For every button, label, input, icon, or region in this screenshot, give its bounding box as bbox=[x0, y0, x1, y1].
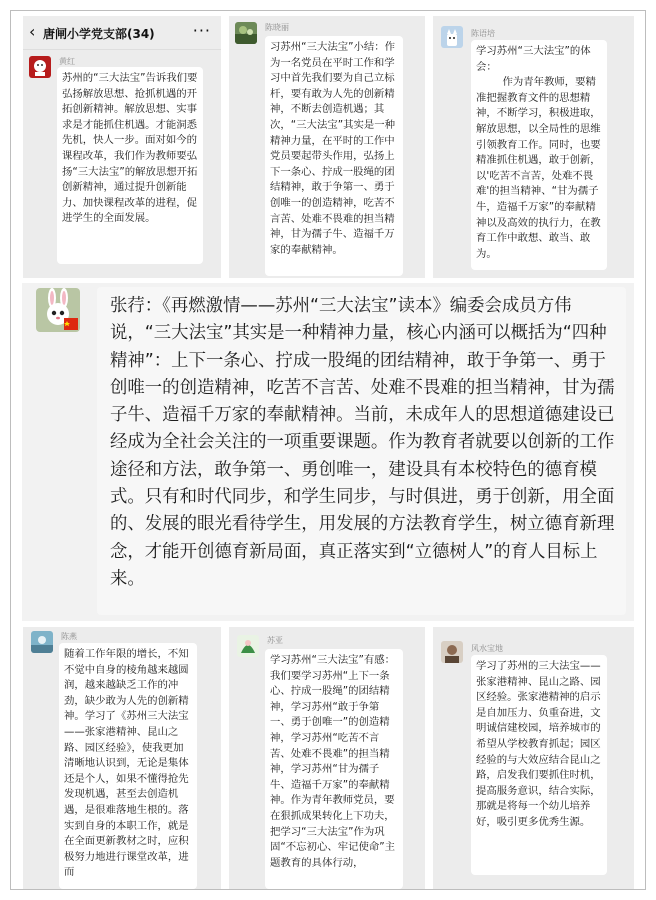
message-text: 张荇：《再燃激情——苏州“三大法宝”读本》编委会成员方伟说，“三大法宝”其实是一种精神力量，核心内涵可以概括为“四种精神”：上下一条心、拧成一股绳的团结精神，敢于争第一、勇于创唯一的创造精神，吃苦不言苦、处难不畏难的担当精神，甘为孺子牛、造福千万家的奉献精神。当前，未成年人的思想道德建设已经成为全社会关注的一项重要课题。作为教育者就要以创新的工作途径和方法，敢争第一、勇创唯一，建设具有本校特色的德育模式。只有和时代同步，和学生同步，与时俱进，勇于创新，用全面的、发展的眼光看待学生，用发展的方法教育学生，树立德育新理念，才能开创德育新局面，真正落实到“立德树人”的育人目标上来。 bbox=[110, 296, 615, 589]
message-bubble[interactable] bbox=[59, 643, 197, 889]
message-text: 学习苏州“三大法宝”的体会： 作为青年教师，要精准把握教育文件的思想精神，不断学习，积极进取，解放思想，以全局性的思维引领教育工作。同时，也要精准抓住机遇，敢于创新，以'吃苦不言苦，处难不畏难'的担当精神、“甘为孺子牛，造福千万家”的奉献精神以及高效的执行力，在教育工作中敢想、敢当、敢为。 bbox=[476, 45, 601, 260]
chat-panel-6 bbox=[433, 627, 634, 889]
avatar-icon[interactable] bbox=[36, 288, 80, 332]
message-bubble[interactable] bbox=[57, 67, 203, 264]
chat-panel-2 bbox=[229, 16, 425, 278]
chat-panel-featured bbox=[22, 283, 634, 621]
chevron-left-icon[interactable]: ‹ bbox=[29, 22, 36, 41]
message-bubble[interactable] bbox=[97, 287, 626, 615]
avatar-icon[interactable] bbox=[29, 56, 51, 78]
avatar-icon[interactable] bbox=[235, 22, 257, 44]
chat-panel-3 bbox=[433, 16, 634, 278]
message-bubble[interactable] bbox=[265, 649, 403, 889]
more-dots-icon[interactable]: ··· bbox=[192, 21, 211, 40]
message-bubble[interactable] bbox=[471, 655, 607, 875]
avatar-icon[interactable] bbox=[31, 631, 53, 653]
chat-header bbox=[23, 16, 221, 50]
avatar-icon[interactable] bbox=[237, 635, 259, 657]
chat-panel-5 bbox=[229, 627, 425, 889]
sender-name: 风水宝地 bbox=[471, 644, 503, 653]
sender-name: 陈晓丽 bbox=[265, 23, 289, 32]
avatar-icon[interactable] bbox=[441, 641, 463, 663]
message-text: 习苏州“三大法宝”小结：作为一名党员在平时工作和学习中首先我们要为自己立标杆，要有敢为人先的创新精神，不断去创造机遇；其次，“三大法宝”其实是一种精神力量，在平时的工作中党员要起带头作用，弘扬上下一条心、拧成一股绳的团结精神，敢于争第一、勇于创唯一的创造精神，吃苦不言苦、处难不畏难的担当精神，甘为孺子牛、造福千万家的奉献精神。 bbox=[270, 41, 396, 256]
sender-name: 陈语培 bbox=[471, 29, 495, 38]
message-bubble[interactable] bbox=[265, 36, 403, 276]
sender-name: 陈燕 bbox=[61, 632, 77, 641]
sender-name: 黄红 bbox=[59, 57, 75, 66]
message-text: 苏州的“三大法宝”告诉我们要弘扬解放思想、抢抓机遇的开拓创新精神。解放思想、实事求是才能抓住机遇。才能洞悉先机，快人一步。面对如今的课程改革，我们作为教师要弘扬“三大法宝”的解放思想开拓创新精神，通过提升创新能力、加快课程改革的进程，促进学生的全面发展。 bbox=[62, 72, 198, 225]
chat-title: 唐闸小学党支部(34) bbox=[43, 27, 155, 41]
message-text: 学习苏州“三大法宝”有感：我们要学习苏州“上下一条心、拧成一股绳”的团结精神，学习苏州“敢于争第一、勇于创唯一”的创造精神，学习苏州“吃苦不言苦、处难不畏难”的担当精神，学习苏州“甘为孺子牛、造福千万家”的奉献精神。作为青年教师党员，要在狠抓成果转化上下功夫，把学习“三大法宝”作为巩固“不忘初心、牢记使命”主题教育的具体行动， bbox=[270, 654, 396, 869]
message-text: 随着工作年限的增长，不知不觉中自身的棱角越来越圆润，越来越缺乏工作的冲劲，缺少敢为人先的创新精神。学习了《苏州三大法宝——张家港精神、昆山之路、园区经验》，使我更加清晰地认识到，无论是集体还是个人，如果不懂得抢先发现机遇，甚至去创造机遇，是很难落地生根的。落实到自身的本职工作，就是在全面更新教材之时，应积极努力地进行课堂改革，进而 bbox=[64, 648, 189, 879]
sender-name: 苏亚 bbox=[267, 636, 283, 645]
chat-panel-1 bbox=[23, 16, 221, 278]
message-text: 学习了苏州的三大法宝——张家港精神、昆山之路、园区经验。张家港精神的启示是自加压力、负重奋进，文明诚信建校园，培养城市的希望从学校教育抓起；园区经验的与大效应结合昆山之路，启发我们要抓住时机，提高服务意识，结合实际，那就是将每一个幼儿培养好，吸引更多优秀生源。 bbox=[476, 660, 601, 828]
message-bubble[interactable] bbox=[471, 40, 607, 270]
avatar-icon[interactable] bbox=[441, 26, 463, 48]
chat-panel-4 bbox=[23, 627, 221, 889]
